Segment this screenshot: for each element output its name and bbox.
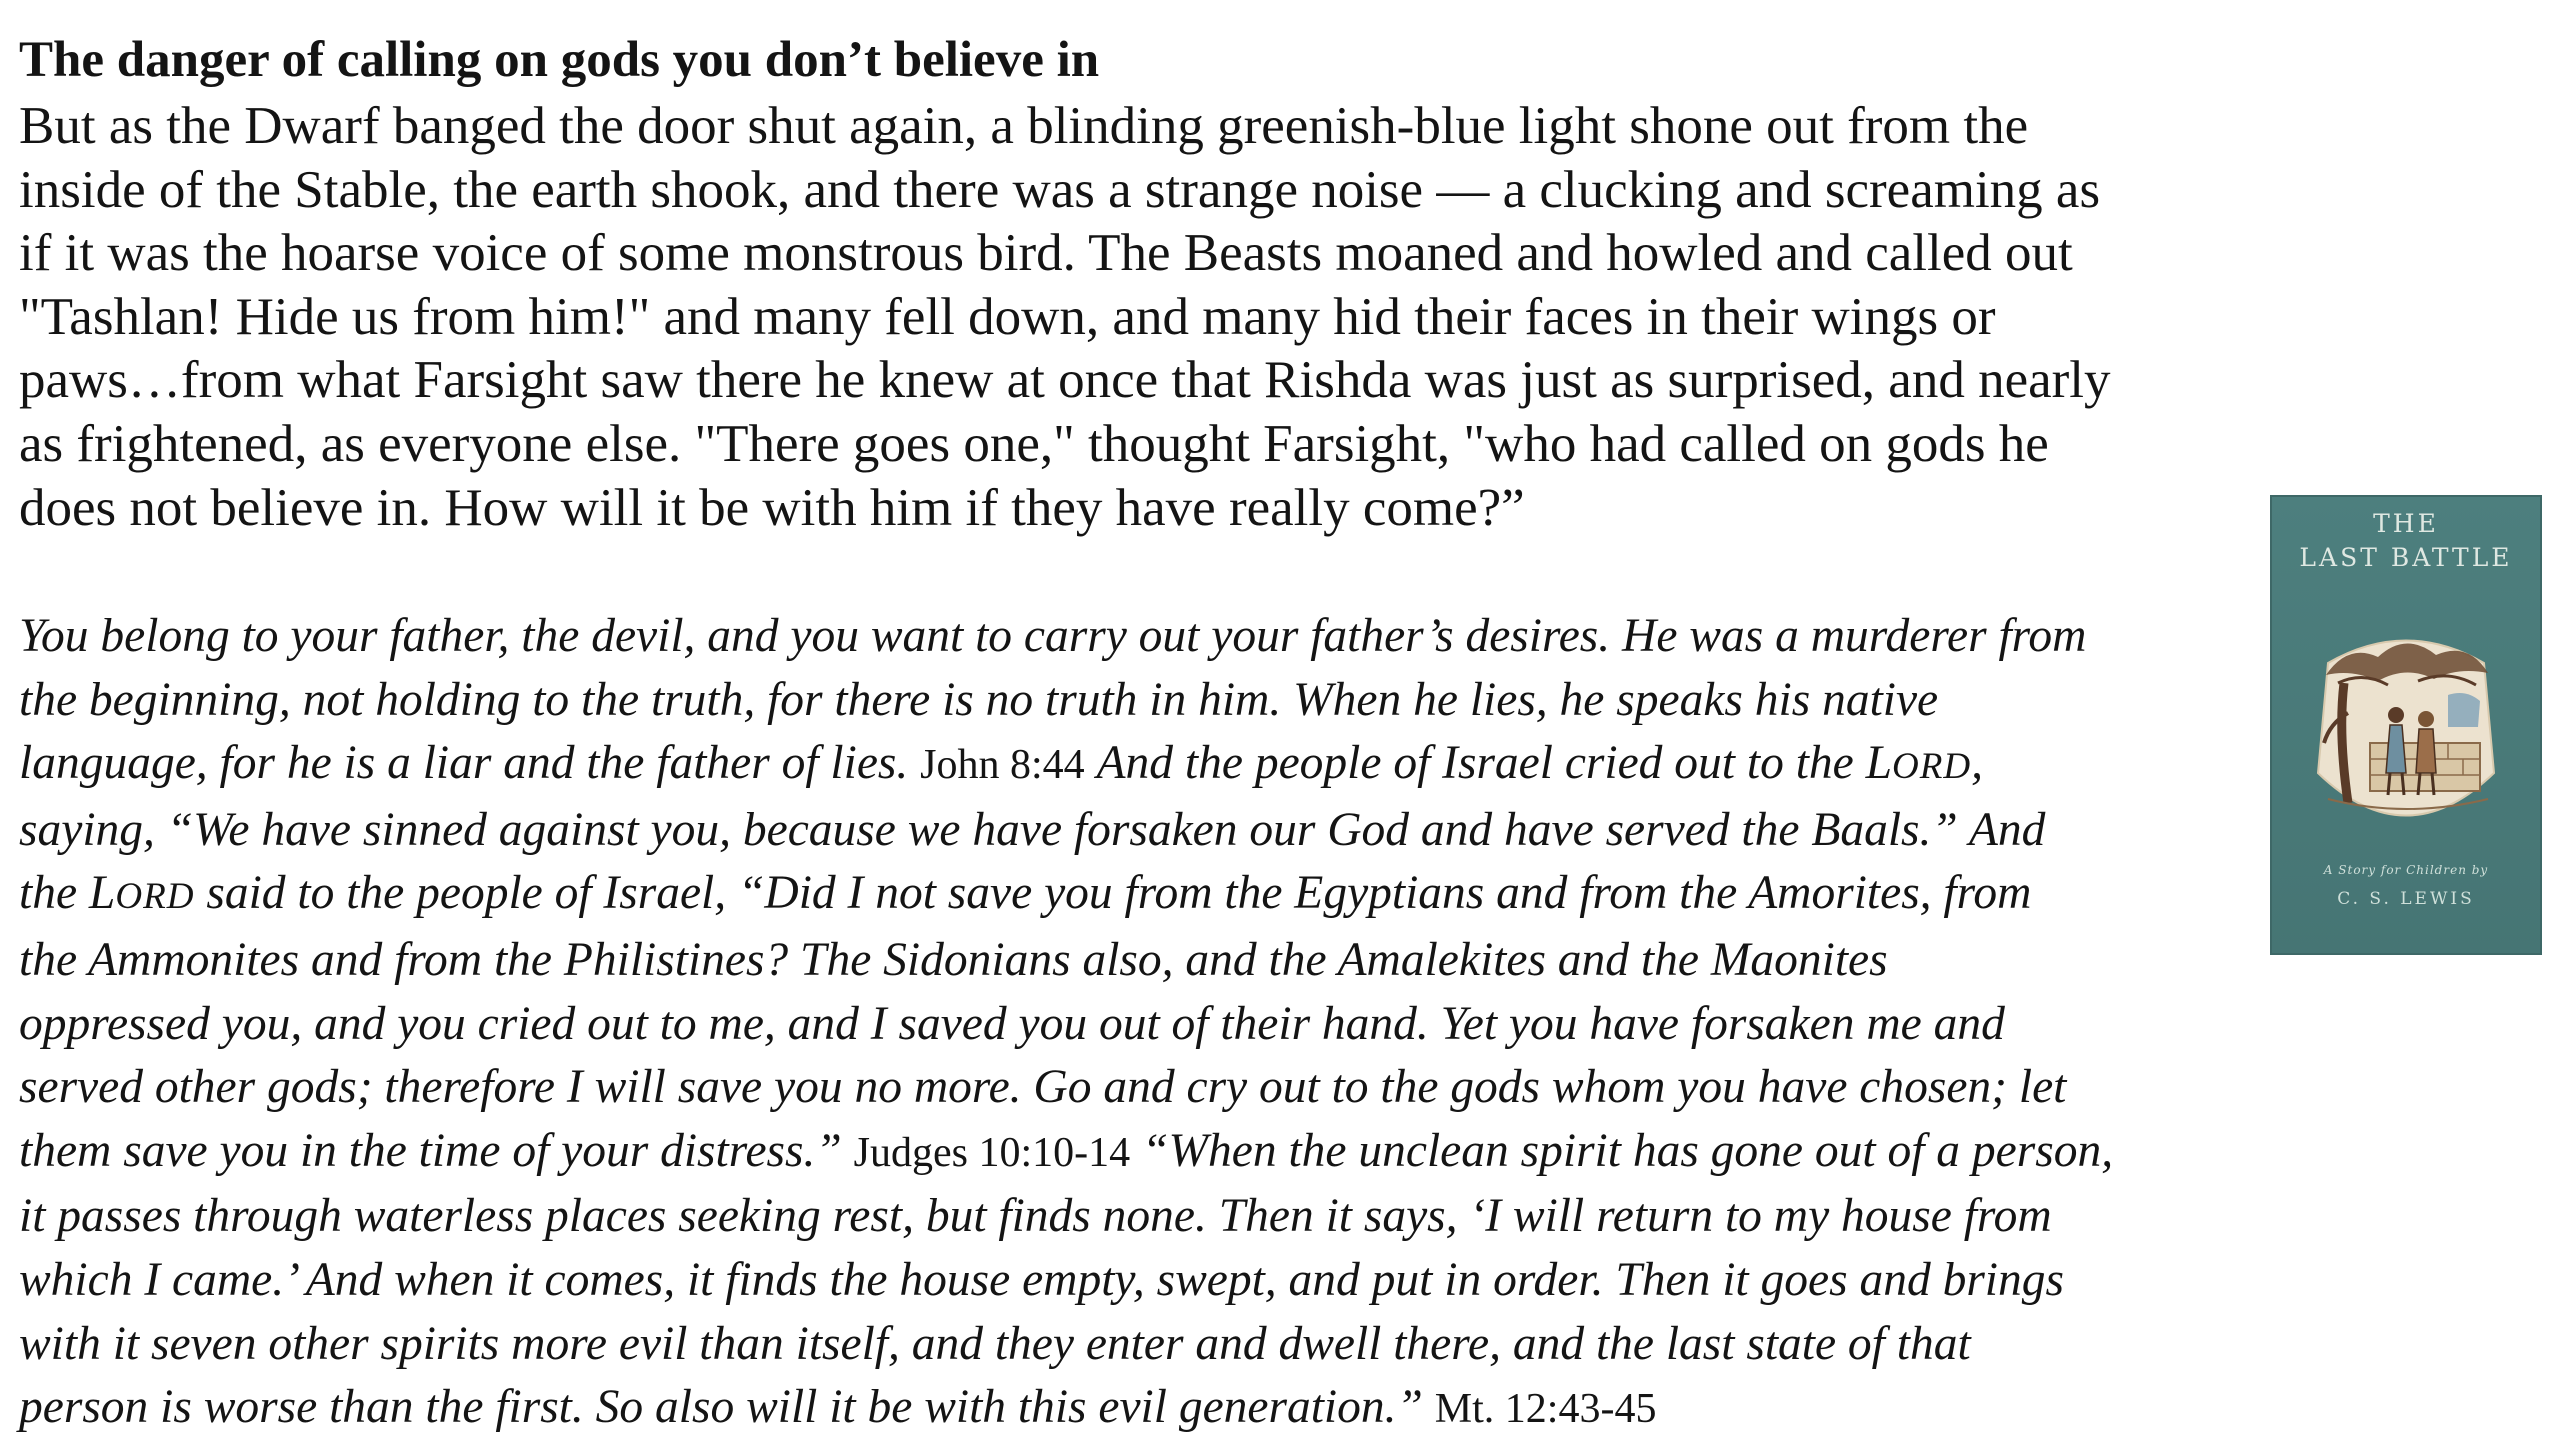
scripture-line [19, 732, 2299, 799]
scripture-reference: Judges 10:10-14 [853, 1129, 1131, 1176]
cover-subtitle: A Story for Children by [2323, 863, 2489, 877]
scripture-line [19, 929, 2299, 993]
small-caps-lord: ORD [1892, 746, 1972, 788]
scripture-text: the Ammonites and from the Philistines? The Sidonians also, and the Amalekites and the Maonites [19, 933, 1888, 986]
cover-illustration [2308, 623, 2504, 835]
narrative-line: inside of the Stable, the earth shook, and there was a strange noise — a clucking and screaming as [19, 160, 2101, 219]
narrative-line: But as the Dwarf banged the door shut again, a blinding greenish-blue light shone out from the [19, 97, 2029, 155]
scripture-line [19, 993, 2299, 1057]
scripture-line [19, 1120, 2299, 1186]
scripture-text: with it seven other spirits more evil than itself, and they enter and dwell there, and the last state of that [19, 1317, 1971, 1370]
scripture-line [19, 1249, 2299, 1313]
scripture-text: the L [19, 867, 116, 920]
scripture-text: language, for he is a liar and the father of lies. [19, 737, 909, 790]
scripture-text: “When the unclean spirit has gone out of a person, [1142, 1124, 2114, 1177]
scripture-text: which I came.’ And when it comes, it finds the house empty, swept, and put in order. Then it goes and brings [19, 1253, 2064, 1306]
narrative-line: as frightened, as everyone else. "There goes one," thought Farsight, "who had called on gods he [19, 414, 2049, 473]
narrative-line: if it was the hoarse voice of some monstrous bird. The Beasts moaned and howled and called out [19, 224, 2073, 283]
scripture-line [19, 1313, 2299, 1377]
scripture-line [19, 1376, 2299, 1442]
scripture-text: it passes through waterless places seeking rest, but finds none. Then it says, ‘I will return to my house from [19, 1190, 2052, 1243]
scripture-line [19, 1056, 2299, 1120]
scripture-reference: Mt. 12:43-45 [1434, 1386, 1657, 1433]
scripture-text: person is worse than the first. So also will it be with this evil generation.” [19, 1381, 1423, 1434]
scripture-text: , [1971, 737, 1984, 790]
narrative-line: paws…from what Farsight saw there he knew at once that Rishda was just as surprised, and nearly [19, 351, 2111, 410]
scripture-text: said to the people of Israel, “Did I not save you from the Egyptians and from the Amorites, from [194, 867, 2032, 920]
scripture-text: saying, “We have sinned against you, because we have forsaken our God and have served the Baals.” And [19, 803, 2046, 856]
book-cover-image [2270, 495, 2542, 955]
cover-title-line: THE [2373, 509, 2439, 538]
narrative-line: does not believe in. How will it be with him if they have really come?” [19, 478, 1525, 537]
scripture-text: them save you in the time of your distress.” [19, 1124, 842, 1177]
small-caps-lord: ORD [115, 876, 195, 918]
narrative-line: "Tashlan! Hide us from him!" and many fell down, and many hid their faces in their wings or [19, 287, 1996, 346]
scripture-passage [19, 605, 2299, 1442]
scripture-line [19, 669, 2299, 733]
scripture-text: And the people of Israel cried out to the L [1096, 737, 1893, 790]
scripture-line [19, 862, 2299, 929]
cover-author: C. S. LEWIS [2337, 889, 2475, 909]
scripture-line [19, 799, 2299, 863]
scripture-line [19, 605, 2299, 669]
cover-title-line: LAST BATTLE [2299, 543, 2513, 572]
scripture-line [19, 1185, 2299, 1249]
scripture-text: You belong to your father, the devil, and you want to carry out your father’s desires. He was a murderer from [19, 610, 2087, 662]
scripture-text: the beginning, not holding to the truth, for there is no truth in him. When he lies, he speaks his native [19, 673, 1939, 726]
narrative-quote [19, 95, 2299, 540]
scripture-text: oppressed you, and you cried out to me, and I saved you out of their hand. Yet you have forsaken me and [19, 997, 2005, 1050]
scripture-text: served other gods; therefore I will save you no more. Go and cry out to the gods whom you have chosen; let [19, 1061, 2067, 1114]
page-title: The danger of calling on gods you don’t believe in [19, 32, 1100, 88]
scripture-reference: John 8:44 [920, 742, 1085, 789]
